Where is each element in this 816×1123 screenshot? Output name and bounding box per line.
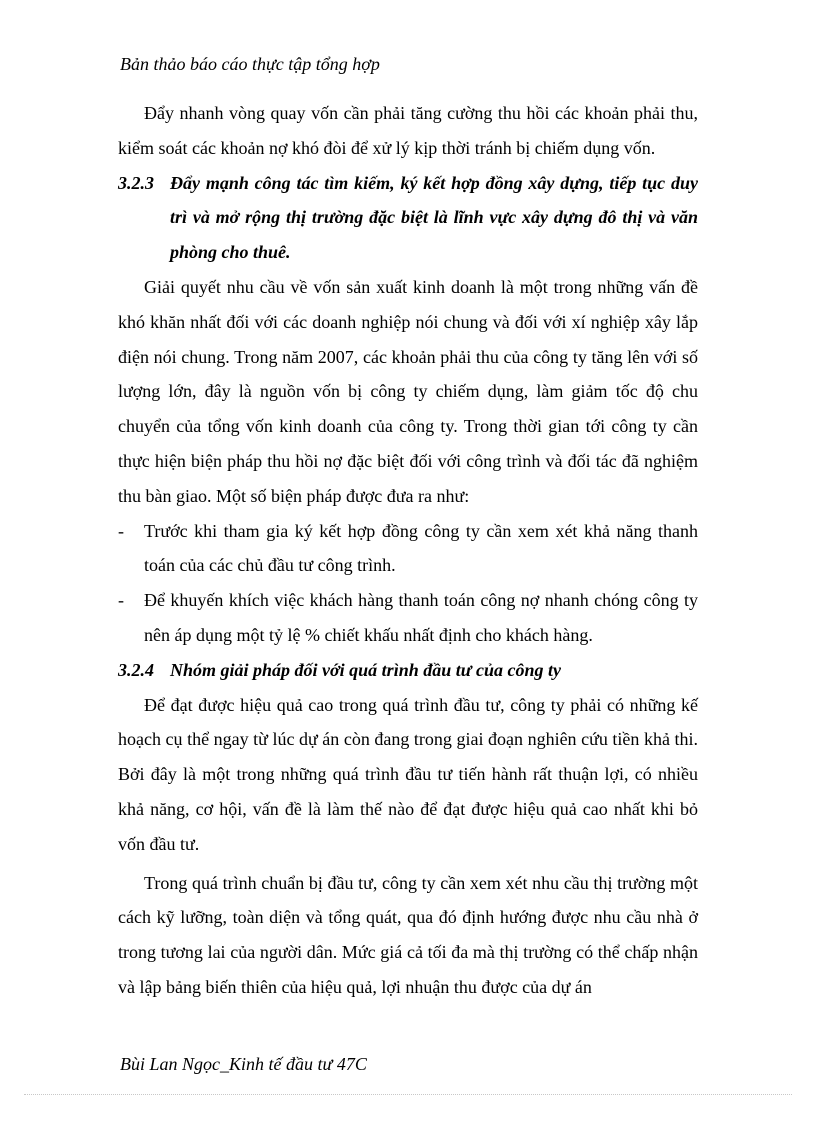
page-header: Bản thảo báo cáo thực tập tổng hợp [120, 54, 380, 74]
section-heading-3-2-3 [118, 166, 698, 270]
section-number: 3.2.3 [118, 172, 154, 193]
list-item [118, 583, 698, 653]
bullet-text: Để khuyến khích việc khách hàng thanh toán công nợ nhanh chóng công ty nên áp dụng một tỷ lệ % chiết khấu nhất định cho khách hàng. [144, 590, 698, 645]
bullet-marker: - [118, 590, 124, 611]
paragraph-capital-needs: Giải quyết nhu cầu về vốn sản xuất kinh doanh là một trong những vấn đề khó khăn nhất đối với các doanh nghiệp nói chung và đối với xí nghiệp xây lắp điện nói chung. Trong năm 2007, các khoản phải thu của công ty tăng lên với số lượng lớn, đây là nguồn vốn bị công ty chiếm dụng, làm giảm tốc độ chu chuyển của tổng vốn kinh doanh của công ty. Trong thời gian tới công ty cần thực hiện biện pháp thu hồi nợ đặc biệt đối với công trình và đối tác đã nghiệm thu bàn giao. Một số biện pháp được đưa ra như: [118, 276, 698, 506]
bullet-marker: - [118, 520, 124, 541]
page-footer: Bùi Lan Ngọc_Kinh tế đầu tư 47C [120, 1054, 367, 1074]
paragraph-investment-efficiency: Để đạt được hiệu quả cao trong quá trình đầu tư, công ty phải có những kế hoạch cụ thể ngay từ lúc dự án còn đang trong giai đoạn nghiên cứu tiền khả thi. Bởi đây là một trong những quá trình đầu tư tiến hành rất thuận lợi, có nhiều khả năng, cơ hội, vấn đề là làm thế nào để đạt được hiệu quả cao nhất khi bỏ vốn đầu tư. [118, 694, 698, 854]
paragraph-investment-preparation: Trong quá trình chuẩn bị đầu tư, công ty cần xem xét nhu cầu thị trường một cách kỹ lưỡng, toàn diện và tổng quát, qua đó định hướng được nhu cầu nhà ở trong tương lai của người dân. Mức giá cả tối đa mà thị trường có thể chấp nhận và lập bảng biến thiên của hiệu quả, lợi nhuận thu được của dự án [118, 872, 698, 997]
paragraph-capital-turnover: Đẩy nhanh vòng quay vốn cần phải tăng cường thu hồi các khoản phải thu, kiểm soát các khoản nợ khó đòi để xử lý kịp thời tránh bị chiếm dụng vốn. [118, 103, 698, 158]
section-title: Đẩy mạnh công tác tìm kiếm, ký kết hợp đồng xây dựng, tiếp tục duy trì và mở rộng thị trường đặc biệt là lĩnh vực xây dựng đô thị và văn phòng cho thuê. [170, 172, 698, 263]
page-bottom-divider [24, 1094, 792, 1095]
section-title: Nhóm giải pháp đối với quá trình đầu tư của công ty [170, 659, 561, 680]
list-item [118, 514, 698, 584]
document-body [118, 96, 698, 1005]
section-number: 3.2.4 [118, 659, 154, 680]
section-heading-3-2-4 [118, 653, 698, 688]
bullet-text: Trước khi tham gia ký kết hợp đồng công ty cần xem xét khả năng thanh toán của các chủ đầu tư công trình. [144, 520, 698, 576]
